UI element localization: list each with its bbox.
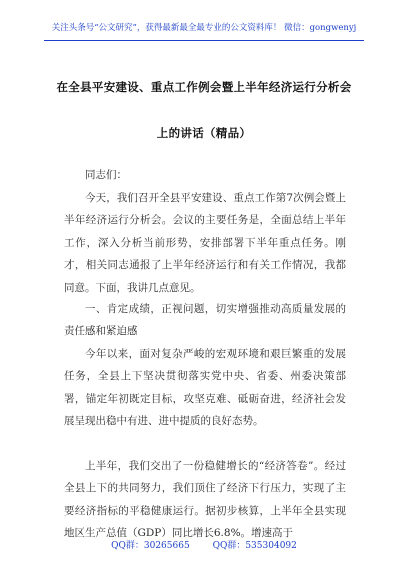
paragraph-body-1: 今年以来，面对复杂严峻的宏观环境和艰巨繁重的发展任务，全县上下坚决贯彻落实党中央、省委、州委决策部署，锚定年初既定目标，攻坚克难、砥砺奋进，经济社会发展呈现出稳中有进、进中提质的良好态势。 [64,348,346,428]
paragraph-intro: 今天，我们召开全县平安建设、重点工作第7次例会暨上半年经济运行分析会。会议的主要任务是，全面总结上半年工作，深入分析当前形势，安排部署下半年重点任务。刚才，相关同志通报了上半年经济运行和有关工作情况，我都同意。下面，我讲几点意见。 [64,192,346,294]
footer [0,538,408,551]
paragraph-body-2: 上半年，我们交出了一份稳健增长的“经济答卷”。经过全县上下的共同努力，我们顶住了经济下行压力，实现了主要经济指标的平稳健康运行。据初步核算，上半年全县实现地区生产总值（GDP）同比增长6.8%。增速高于 [64,460,346,540]
footer-qq-group-1: QQ群：30265665 [111,541,190,551]
document-title-line1: 在全县平安建设、重点工作例会暨上半年经济运行分析会 [56,80,352,94]
greeting: 同志们： [85,169,127,181]
footer-qq-group-2: QQ群：535304092 [212,541,297,551]
document-title-line2: 上的讲话（精品） [156,126,252,140]
header-divider [44,40,364,41]
header-banner: 关注头条号“公文研究”，获得最新最全最专业的公文资料库！ 微信：gongwenyj [51,23,357,33]
section-heading-1: 一、肯定成绩，正视问题，切实增强推动高质量发展的责任感和紧迫感 [64,303,346,338]
